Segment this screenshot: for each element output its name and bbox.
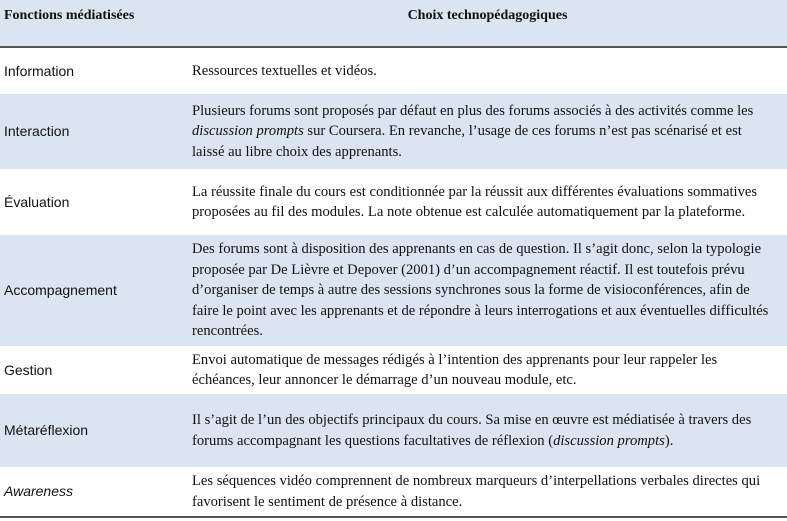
function-label: Métaréflexion — [4, 422, 89, 439]
table-row — [0, 235, 787, 346]
function-label: Information — [4, 62, 75, 79]
choice-cell — [188, 169, 787, 235]
choice-text: Ressources textuelles et vidéos. — [192, 62, 377, 79]
choice-cell — [188, 94, 787, 169]
choice-text: Les séquences vidéo comprennent de nombreux marqueurs d’interpellations verbales directes qui favorisent le sentiment de présence à distance. — [192, 473, 761, 510]
function-cell — [0, 235, 188, 346]
function-label: Awareness — [4, 483, 74, 500]
table-row — [0, 346, 787, 394]
function-label: Accompagnement — [4, 282, 117, 299]
choice-cell — [188, 235, 787, 346]
choice-text: ). — [664, 432, 674, 449]
choice-cell — [188, 467, 787, 517]
choice-text-italic: discussion prompts — [553, 432, 665, 449]
function-cell — [0, 47, 188, 94]
function-cell — [0, 467, 188, 517]
table-row — [0, 467, 787, 517]
table-row — [0, 94, 787, 169]
function-cell — [0, 169, 188, 235]
function-cell — [0, 394, 188, 467]
choice-cell — [188, 47, 787, 94]
choice-text-italic: discussion prompts — [192, 123, 304, 140]
choice-text: Des forums sont à disposition des apprenants en cas de question. Il s’agit donc, selon la typologie proposée par De Lièvre et Depover (2001) d’un accompagnement réactif. Il est toutefois prévu d’organiser de temps à autre des sessions synchrones sous la forme de visioconférences, afin de faire le point avec les apprenants et de répondre à leurs interrogations et aux éventuelles difficultés rencontrées. — [192, 241, 769, 340]
choice-text: Envoi automatique de messages rédigés à l’intention des apprenants pour leur rappeler les échéances, leur annoncer le démarrage d’un nouveau module, etc. — [192, 351, 718, 388]
table-header-row — [0, 0, 787, 47]
choice-text: Il s’agit de l’un des objectifs principaux du cours. Sa mise en œuvre est médiatisée à travers des forums accompagnant les questions facultatives de réflexion ( — [192, 412, 752, 449]
function-cell — [0, 94, 188, 169]
choice-text: Plusieurs forums sont proposés par défaut en plus des forums associés à des activités comme les — [192, 102, 754, 119]
header-choices: Choix technopédagogiques — [188, 0, 787, 47]
function-cell — [0, 346, 188, 394]
function-label: Évaluation — [4, 193, 70, 210]
header-functions: Fonctions médiatisées — [0, 0, 188, 47]
table-row — [0, 47, 787, 94]
choice-text: La réussite finale du cours est conditionnée par la réussit aux différentes évaluations sommatives proposées au fil des modules. La note obtenue est calculée automatiquement par la plateforme. — [192, 183, 758, 220]
choice-cell — [188, 346, 787, 394]
choice-cell — [188, 394, 787, 467]
function-label: Gestion — [4, 361, 53, 378]
choice-text: sur Coursera. En revanche, l’usage de ces forums n’est pas scénarisé et est laissé au libre choix des apprenants. — [192, 123, 742, 160]
table-row — [0, 394, 787, 467]
function-label: Interaction — [4, 123, 70, 140]
table-row — [0, 169, 787, 235]
